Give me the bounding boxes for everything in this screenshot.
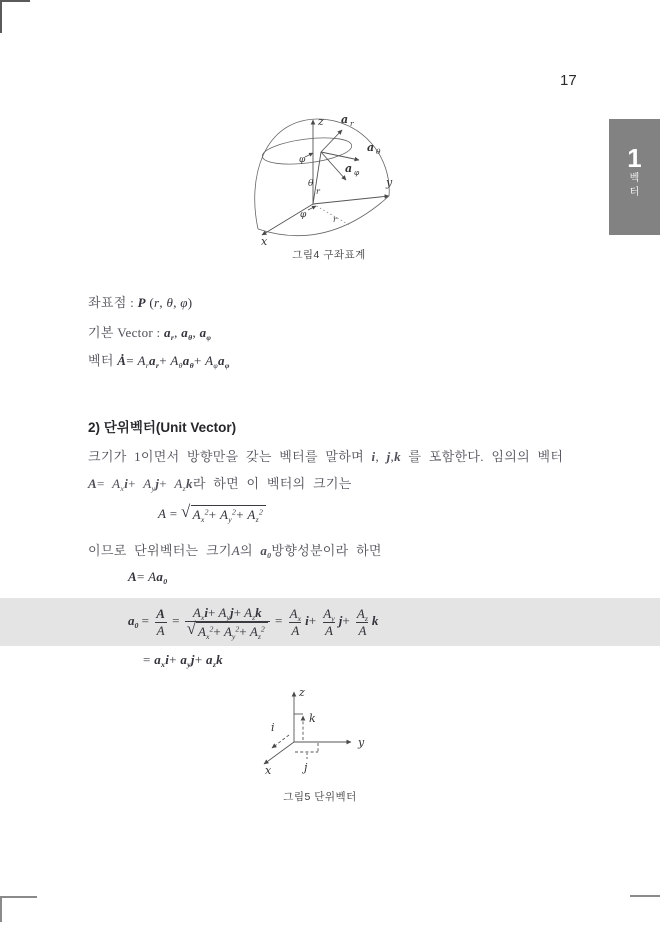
highlight-formula: $a_0$ = $\frac{A}{A}$ = $A_xi+ A_yj+ A_zk$ √ $A_x^2+ A_y^2+ A_z^2$ = $\frac{A_x}{A}$ i+ $\frac{A_y}{A}$ j+ $\frac{A_z}{A}$ k bbox=[128, 604, 379, 641]
paragraph-line-1: 크기가 1이면서 방향만을 갖는 벡터를 말하며 i, j,k 를 포함한다. 임의의 벡터 bbox=[88, 449, 564, 464]
fig4-atheta-vector-sub: θ bbox=[376, 147, 381, 156]
corner-mark-bottom-left-h bbox=[0, 896, 37, 898]
coord-point-line bbox=[88, 292, 192, 311]
figure5-unit-vectors bbox=[255, 683, 385, 787]
basis-vector-formula: $a_r$, $a_\theta$, $a_\varphi$ bbox=[164, 325, 212, 343]
fig4-ar-vector-label: a bbox=[341, 113, 349, 126]
fig4-phi-upper-label: φ bbox=[299, 155, 306, 165]
fig5-i-unit-label: i bbox=[271, 721, 275, 734]
coord-point-formula: P (r, θ, φ) bbox=[137, 295, 193, 310]
fig5-x-axis-label: x bbox=[265, 764, 272, 777]
fig4-r-outer-label: r bbox=[333, 215, 337, 224]
fig4-atheta-vector-label: a bbox=[367, 141, 375, 154]
fig4-theta-angle-label: θ bbox=[308, 179, 314, 189]
fig4-z-axis-label: z bbox=[318, 115, 324, 128]
highlight-band bbox=[0, 598, 660, 646]
fig4-r-inner-label: r bbox=[316, 187, 320, 196]
chapter-title-char-1: 벡 bbox=[629, 173, 640, 184]
vector-a-formula: Ȧ= $A_ra_r+ A_\theta a_\theta+ A_\varphi a_\varphi$ bbox=[117, 353, 230, 371]
aa0-formula: $A= Aa_0$ bbox=[128, 569, 168, 587]
fig4-aphi-vector-sub: φ bbox=[354, 168, 360, 177]
fig5-z-axis-label: z bbox=[299, 686, 305, 699]
fig5-y-axis-label: y bbox=[358, 736, 365, 749]
corner-mark-bottom-left-v bbox=[0, 896, 2, 922]
fig5-j-unit-label: j bbox=[304, 761, 308, 774]
fig4-phi-lower-label: φ bbox=[300, 210, 307, 220]
paragraph-line-2: $A= A_xi+ A_yj+ A_zk$라 하면 이 벡터의 크기는 bbox=[88, 476, 352, 494]
component-formula: = $a_xi+ a_yj+ a_zk$ bbox=[143, 652, 223, 670]
fig4-y-axis-label: y bbox=[386, 176, 393, 189]
page-number: 17 bbox=[560, 72, 577, 89]
fig4-ar-vector-sub: r bbox=[350, 119, 354, 128]
fig5-k-unit-label: k bbox=[309, 712, 316, 725]
figure4-spherical-coordinates bbox=[243, 106, 415, 248]
unit-vector-line: 이므로 단위벡터는 크기A의 $a_0$방향성분이라 하면 bbox=[88, 543, 382, 561]
corner-mark-bottom-right-h bbox=[630, 895, 660, 897]
fig4-aphi-vector-label: a bbox=[345, 162, 353, 175]
chapter-number: 1 bbox=[627, 143, 642, 173]
basis-vector-label: 기본 Vector : bbox=[88, 325, 165, 340]
magnitude-formula: A = √ $A_x^2+ A_y^2+ A_z^2$ bbox=[158, 505, 266, 523]
chapter-tab bbox=[609, 119, 660, 235]
basis-vector-line bbox=[88, 322, 211, 341]
chapter-title-char-2: 터 bbox=[629, 187, 640, 198]
vector-a-line bbox=[88, 350, 230, 369]
figure5-caption: 그림5 단위벡터 bbox=[283, 791, 357, 803]
fig4-x-axis-label: x bbox=[261, 235, 268, 248]
corner-mark-top-left-v bbox=[0, 0, 2, 33]
figure4-caption: 그림4 구좌표계 bbox=[292, 249, 366, 261]
vector-a-label: 벡터 bbox=[88, 353, 118, 368]
corner-mark-top-left-h bbox=[0, 0, 30, 2]
section-heading: 2) 단위벡터(Unit Vector) bbox=[88, 420, 237, 435]
coord-point-label: 좌표점 : bbox=[88, 295, 138, 310]
